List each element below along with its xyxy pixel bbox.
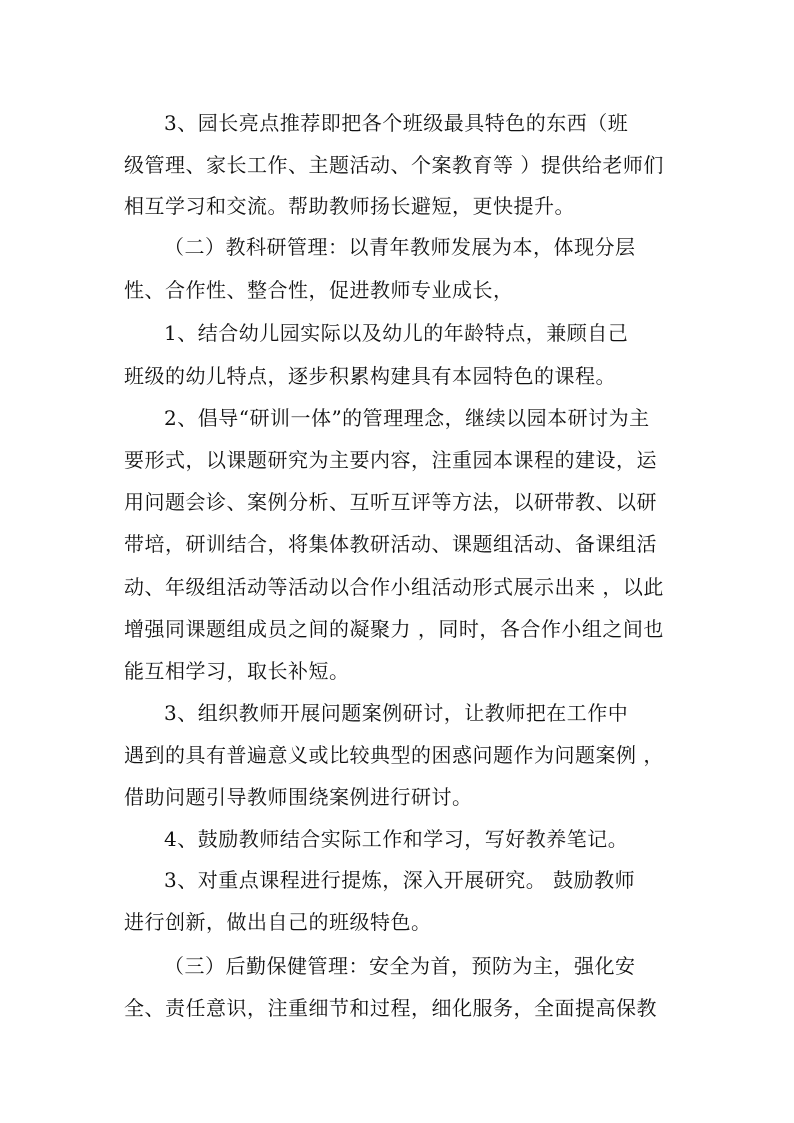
paragraph-line: 相互学习和交流。帮助教师扬长避短，更快提升。 xyxy=(124,194,575,218)
paragraph-line: 增强同课题组成员之间的凝聚力 ，同时，各合作小组之间也 xyxy=(124,617,664,641)
paragraph-line: 3、组织教师开展问题案例研讨，让教师把在工作中 xyxy=(164,701,629,725)
paragraph-line: 动、年级组活动等活动以合作小组活动形式展示出来 ，以此 xyxy=(124,575,664,599)
paragraph-line: 2、倡导“研训一体”的管理理念，继续以园本研讨为主 xyxy=(164,406,650,430)
paragraph-line: 4、鼓励教师结合实际工作和学习，写好教养笔记。 xyxy=(164,827,629,851)
paragraph-line: 全、责任意识，注重细节和过程，细化服务，全面提高保教 xyxy=(124,996,657,1020)
paragraph-line: 带培，研训结合，将集体教研活动、课题组活动、备课组活 xyxy=(124,532,657,556)
paragraph-line: 遇到的具有普遍意义或比较典型的困惑问题作为问题案例 ， xyxy=(124,743,664,767)
paragraph-line: 能互相学习，取长补短。 xyxy=(124,659,350,683)
paragraph-line: 要形式，以课题研究为主要内容，注重园本课程的建设，运 xyxy=(124,448,657,472)
paragraph-line: 3、园长亮点推荐即把各个班级最具特色的东西（班 xyxy=(164,111,629,135)
section-heading-line: （三）后勤保健管理：安全为首，预防为主，强化安 xyxy=(164,954,636,978)
paragraph-line: 进行创新，做出自己的班级特色。 xyxy=(124,910,432,934)
paragraph-line: 3、对重点课程进行提炼，深入开展研究。 鼓励教师 xyxy=(164,868,636,892)
paragraph-line: 级管理、家长工作、主题活动、个案教育等 ）提供给老师们 xyxy=(124,153,664,177)
section-heading-line: （二）教科研管理：以青年教师发展为本，体现分层 xyxy=(164,235,636,259)
paragraph-line: 1、结合幼儿园实际以及幼儿的年龄特点，兼顾自己 xyxy=(164,321,629,345)
paragraph-line: 用问题会诊、案例分析、互听互评等方法，以研带教、以研 xyxy=(124,490,657,514)
paragraph-line: 班级的幼儿特点，逐步积累构建具有本园特色的课程。 xyxy=(124,364,616,388)
paragraph-line: 性、合作性、整合性，促进教师专业成长， xyxy=(124,278,514,302)
paragraph-line: 借助问题引导教师围绕案例进行研讨。 xyxy=(124,785,473,809)
